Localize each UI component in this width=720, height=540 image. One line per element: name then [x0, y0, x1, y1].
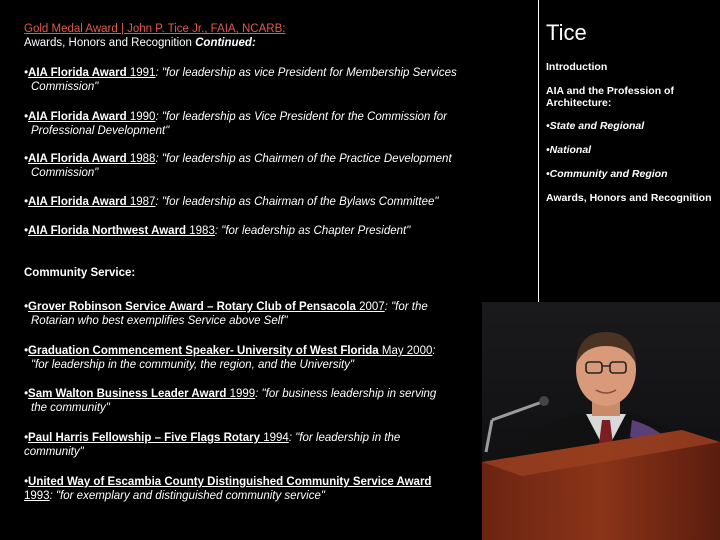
award-quote: "for leadership as Vice President for the Commission for [161, 111, 447, 123]
subtitle-emphasis: Continued: [195, 37, 256, 49]
separator: : [214, 225, 222, 237]
award-quote: "for leadership as Chapter President" [221, 225, 411, 237]
award-quote: "for leadership as vice President for Membership Services [161, 67, 457, 79]
bullet: • [24, 388, 29, 400]
award-year: 1994 [263, 432, 289, 444]
sidebar-item-aia-profession[interactable]: AIA and the Profession of Architecture: [546, 85, 674, 109]
award-name: AIA Florida Award [28, 67, 130, 79]
bullet: • [24, 196, 29, 208]
award-item [24, 152, 504, 180]
award-year: 2007 [359, 301, 385, 313]
header-link[interactable]: Gold Medal Award | John P. Tice Jr., FAIA, NCARB: [24, 23, 286, 35]
award-quote-cont: Commission" [31, 81, 99, 93]
community-item [24, 431, 504, 459]
separator: : [288, 432, 296, 444]
award-quote-cont: Commission" [31, 167, 99, 179]
bullet: • [24, 432, 29, 444]
community-item [24, 300, 504, 328]
award-quote: "for exemplary and distinguished community service" [55, 490, 325, 502]
sidebar-item-introduction[interactable]: Introduction [546, 61, 608, 73]
award-quote-cont: community" [24, 446, 84, 458]
award-item [24, 110, 504, 138]
bullet: • [24, 345, 29, 357]
award-quote: "for business leadership in serving [261, 388, 437, 400]
award-quote-cont: Professional Development" [31, 125, 170, 137]
award-name: United Way of Escambia County Distinguished Community Service Award [28, 476, 432, 488]
separator: : [432, 345, 436, 357]
subtitle-prefix: Awards, Honors and Recognition [24, 37, 196, 49]
bullet: • [24, 111, 29, 123]
sidebar-item-community-region[interactable]: •Community and Region [546, 168, 668, 180]
page-subtitle [24, 36, 514, 50]
award-quote: "for the [391, 301, 428, 313]
bullet: • [24, 301, 29, 313]
sidebar-item-national[interactable]: •National [546, 144, 592, 156]
award-name: Paul Harris Fellowship – Five Flags Rotary [28, 432, 264, 444]
sidebar-title: Tice [546, 20, 587, 45]
separator: : [155, 153, 162, 165]
award-item [24, 224, 504, 238]
sidebar-item-awards[interactable]: Awards, Honors and Recognition [546, 192, 712, 204]
separator: : [155, 111, 162, 123]
main-content [24, 22, 514, 502]
award-name: AIA Florida Northwest Award [28, 225, 190, 237]
award-year: 1990 [129, 111, 156, 123]
award-item [24, 195, 504, 209]
bullet: • [24, 67, 29, 79]
separator: : [384, 301, 392, 313]
award-item [24, 66, 504, 94]
award-year: 1988 [129, 153, 156, 165]
award-name: AIA Florida Award [28, 111, 130, 123]
award-year: 1991 [129, 67, 156, 79]
award-quote-cont: "for leadership in the community, the region, and the University" [31, 359, 355, 371]
award-year: 1987 [129, 196, 156, 208]
bullet: • [24, 153, 29, 165]
award-name: Grover Robinson Service Award – Rotary Club of Pensacola [28, 301, 360, 313]
award-name: AIA Florida Award [28, 196, 130, 208]
community-service-heading: Community Service: [24, 267, 136, 279]
award-quote: "for leadership in the [295, 432, 401, 444]
separator: : [49, 490, 56, 502]
community-item [24, 475, 504, 503]
award-quote: "for leadership as Chairmen of the Practice Development [161, 153, 452, 165]
award-name: Graduation Commencement Speaker- University of West Florida [28, 345, 382, 357]
community-item [24, 344, 504, 372]
bullet: • [24, 476, 29, 488]
award-name: AIA Florida Award [28, 153, 130, 165]
award-year: 1993 [24, 490, 50, 502]
bullet: • [24, 225, 29, 237]
award-quote-cont: the community" [31, 402, 110, 414]
separator: : [155, 67, 162, 79]
separator: : [155, 196, 162, 208]
award-quote-cont: Rotarian who best exemplifies Service above Self" [31, 315, 288, 327]
award-year: 1999 [229, 388, 256, 400]
community-item [24, 387, 504, 415]
sidebar-item-state-regional[interactable]: •State and Regional [546, 120, 645, 132]
award-year: May 2000 [381, 345, 433, 357]
speaker-photo [482, 302, 720, 540]
award-quote: "for leadership as Chairman of the Bylaws Committee" [161, 196, 439, 208]
award-year: 1983 [189, 225, 215, 237]
speaker-photo-illustration [482, 302, 720, 540]
separator: : [255, 388, 262, 400]
award-name: Sam Walton Business Leader Award [28, 388, 230, 400]
